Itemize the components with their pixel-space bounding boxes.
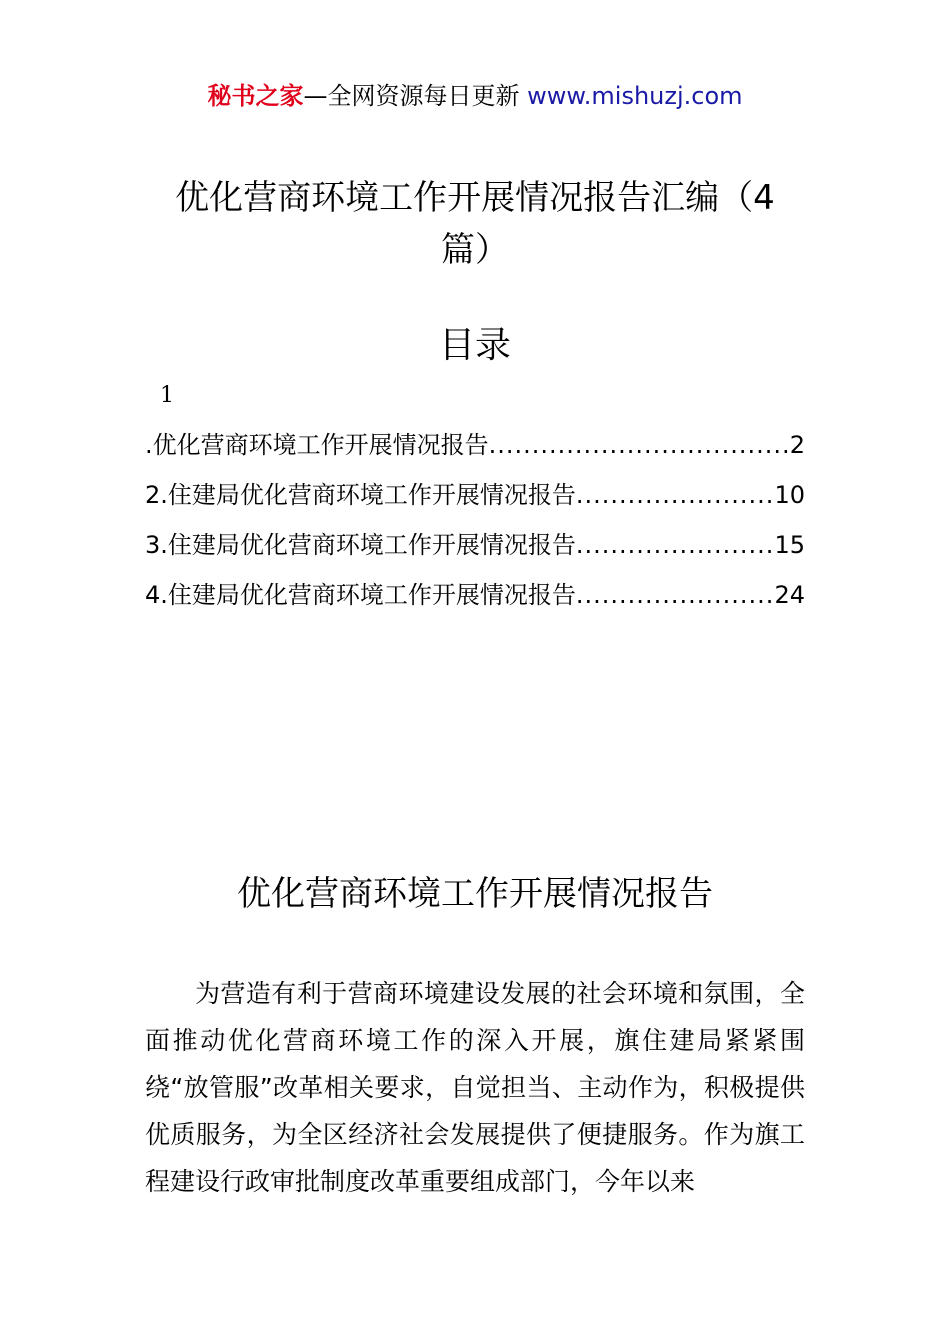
toc-item-label: .优化营商环境工作开展情况报告 (145, 431, 489, 459)
section-title: 优化营商环境工作开展情况报告 (237, 874, 713, 914)
brand-name: 秘书之家 (207, 82, 304, 110)
document-title: 优化营商环境工作开展情况报告汇编（4篇） (175, 178, 775, 270)
toc-item-2[interactable] (145, 470, 805, 520)
header-slogan: —全网资源每日更新 (303, 82, 520, 110)
toc-item-label: 2.住建局优化营商环境工作开展情况报告 (145, 481, 576, 509)
toc-dot-leader (576, 470, 775, 520)
toc-item-page: 10 (774, 481, 805, 509)
toc-item-3[interactable] (145, 520, 805, 570)
toc-dot-leader (576, 570, 775, 620)
toc-heading: 目录 (438, 325, 511, 366)
site-header (0, 80, 950, 112)
toc-item-4[interactable] (145, 570, 805, 620)
toc-dot-leader (489, 420, 790, 470)
toc-item-label: 4.住建局优化营商环境工作开展情况报告 (145, 581, 576, 609)
toc-dot-leader (576, 520, 775, 570)
toc-item-label: 3.住建局优化营商环境工作开展情况报告 (145, 531, 576, 559)
toc-item-page: 15 (774, 531, 805, 559)
table-of-contents (145, 420, 805, 620)
toc-item-page: 2 (789, 431, 805, 459)
toc-item-page: 24 (774, 581, 805, 609)
toc-item-1[interactable] (145, 420, 805, 470)
body-paragraph: 为营造有利于营商环境建设发展的社会环境和氛围，全面推动优化营商环境工作的深入开展，旗住建局紧紧围绕“放管服”改革相关要求，自觉担当、主动作为，积极提供优质服务，为全区经济社会发展提供了便捷服务。作为旗工程建设行政审批制度改革重要组成部门，今年以来 (145, 979, 805, 1196)
site-url-link[interactable]: www.mishuzj.com (527, 82, 743, 110)
toc-item-number: 1 (160, 383, 174, 408)
